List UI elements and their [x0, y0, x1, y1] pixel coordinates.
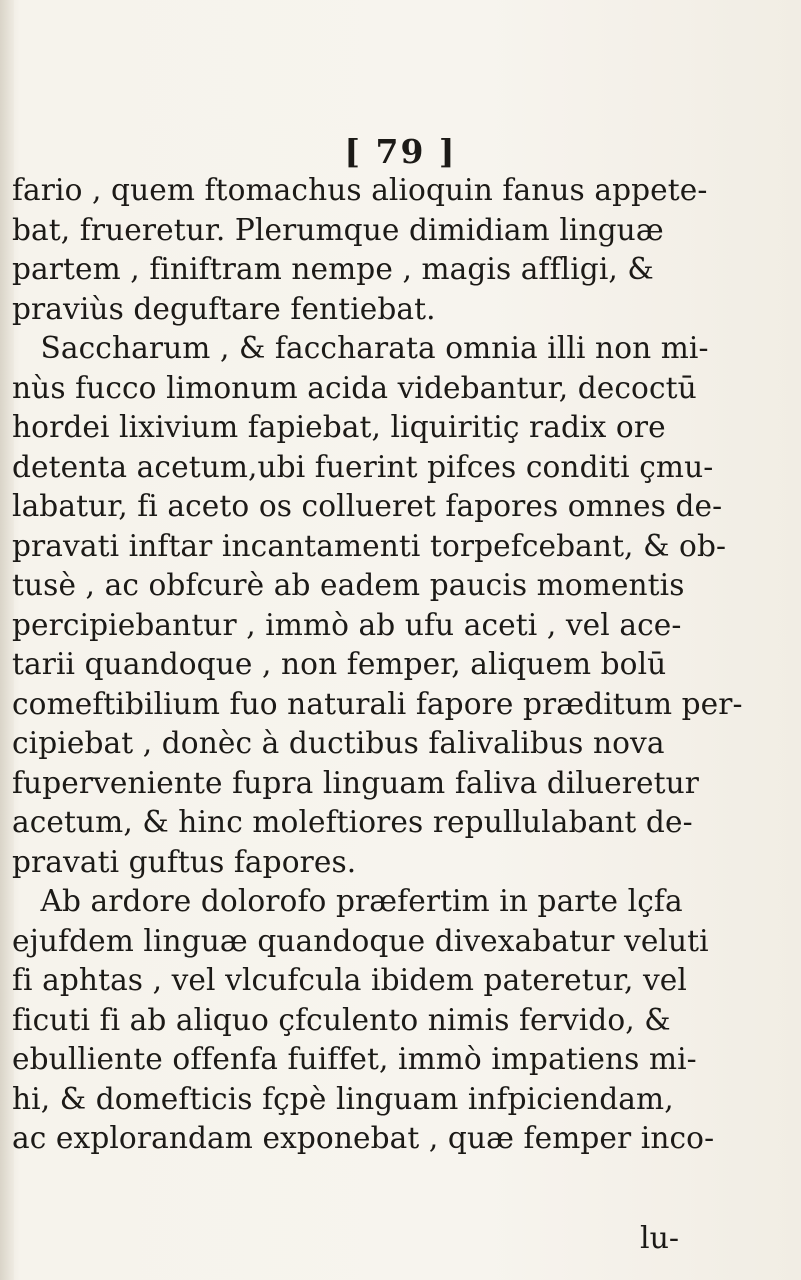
catchword: lu- — [640, 1221, 680, 1256]
text-line: detenta acetum,ubi fuerint pifces conditi çmu- — [12, 449, 714, 484]
text-line: pravati guftus fapores. — [12, 844, 357, 879]
text-line: fuperveniente fupra linguam faliva dilueretur — [12, 765, 700, 800]
text-line: comeftibilium fuo naturali fapore præditum per- — [12, 686, 743, 721]
text-line: partem , finiftram nempe , magis affligi, & — [12, 252, 654, 286]
text-line: hi, & domefticis fçpè linguam infpiciendam, — [12, 1081, 674, 1116]
text-line: tarii quandoque , non femper, aliquem bolū — [12, 647, 667, 681]
text-line: praviùs deguftare fentiebat. — [12, 291, 436, 326]
text-line: fario , quem ftomachus alioquin fanus appete- — [12, 173, 708, 207]
text-line: labatur, fi aceto os collueret fapores omnes de- — [12, 489, 723, 523]
text-line: bat, frueretur. Plerumque dimidiam linguæ — [12, 212, 664, 247]
page-number: [ 79 ] — [344, 132, 457, 171]
text-line: ficuti fi ab aliquo çfculento nimis fervido, & — [12, 1002, 671, 1037]
body-text — [12, 171, 792, 1159]
text-line: pravati inftar incantamenti torpefcebant, & ob- — [12, 528, 727, 563]
text-line: tusè , ac obfcurè ab eadem paucis momentis — [12, 568, 685, 602]
text-line: ac explorandam exponebat , quæ femper inco- — [12, 1121, 715, 1155]
text-line: cipiebat , donèc à ductibus falivalibus nova — [12, 726, 665, 760]
text-line: acetum, & hinc moleftiores repullulabant de- — [12, 805, 693, 839]
text-line: ejufdem linguæ quandoque divexabatur veluti — [12, 923, 709, 958]
text-line: ebulliente offenfa fuiffet, immò impatiens mi- — [12, 1042, 697, 1076]
text-line: Saccharum , & faccharata omnia illi non mi- — [12, 331, 709, 365]
text-line: hordei lixivium fapiebat, liquiritiç radix ore — [12, 410, 666, 444]
text-line: nùs fucco limonum acida videbantur, decoctū — [12, 370, 697, 405]
text-line: fi aphtas , vel vlcufcula ibidem pateretur, vel — [12, 963, 687, 997]
text-line: percipiebantur , immò ab ufu aceti , vel ace- — [12, 607, 682, 642]
text-line: Ab ardore dolorofo præfertim in parte lçfa — [12, 884, 683, 918]
